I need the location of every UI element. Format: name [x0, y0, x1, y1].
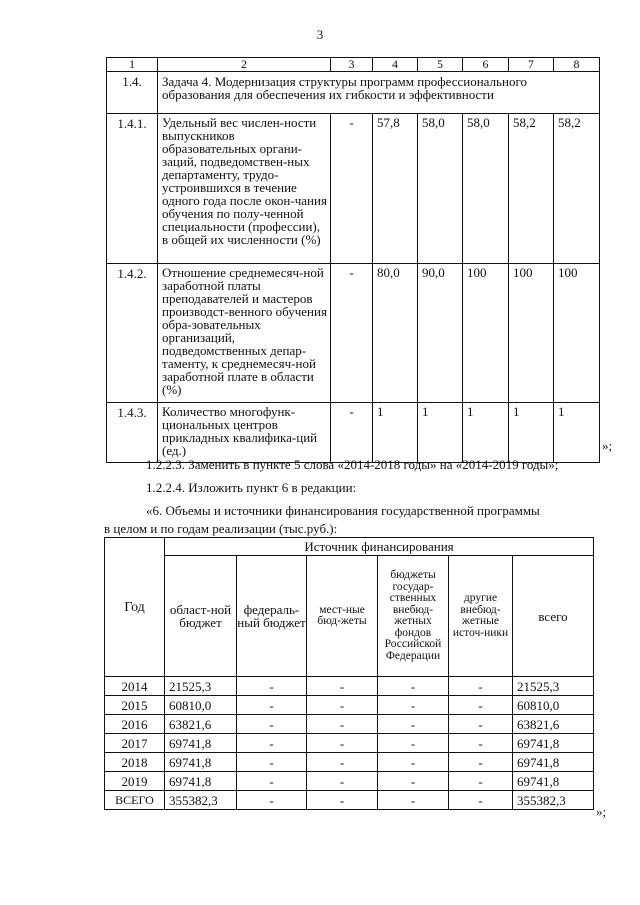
other-cell: - — [449, 715, 513, 734]
regional-cell: 63821,6 — [165, 715, 237, 734]
cell: 1 — [509, 403, 554, 463]
funds-cell: - — [378, 696, 449, 715]
table-row — [107, 403, 600, 463]
row-text: Количество многофунк-циональных центров прикладных квалифика-ций (ед.) — [158, 403, 331, 463]
year-cell: 2018 — [105, 753, 165, 772]
other-cell: - — [449, 753, 513, 772]
total-cell: 63821,6 — [513, 715, 594, 734]
cell: 90,0 — [418, 264, 463, 403]
cell: 58,2 — [509, 114, 554, 264]
year-cell: 2015 — [105, 696, 165, 715]
federal-cell: - — [237, 791, 307, 810]
total-cell: 69741,8 — [513, 772, 594, 791]
funds-cell: - — [378, 791, 449, 810]
table-row — [105, 677, 594, 696]
year-cell: 2016 — [105, 715, 165, 734]
financing-table — [104, 537, 594, 810]
cell: 1 — [418, 403, 463, 463]
federal-cell: - — [237, 772, 307, 791]
year-cell: 2014 — [105, 677, 165, 696]
col-header-funds: бюджеты государ-ственных внебюд-жетных фондов Российской Федерации — [378, 556, 449, 677]
col-header: 1 — [107, 58, 158, 72]
total-cell: 355382,3 — [513, 791, 594, 810]
regional-cell: 60810,0 — [165, 696, 237, 715]
year-cell: 2019 — [105, 772, 165, 791]
local-cell: - — [307, 696, 378, 715]
cell: 100 — [554, 264, 600, 403]
federal-cell: - — [237, 715, 307, 734]
year-cell: 2017 — [105, 734, 165, 753]
row-number: 1.4.1. — [107, 114, 158, 264]
federal-cell: - — [237, 753, 307, 772]
local-cell: - — [307, 772, 378, 791]
table-row — [105, 696, 594, 715]
col-header: 3 — [331, 58, 373, 72]
financing-subheader-row — [105, 556, 594, 677]
row-text: Удельный вес числен-ности выпускников образовательных органи-заций, подведомствен-ных департаменту, трудо-устроившихся в течение одного года после окон-чания обучения по полу-ченной специальности (профессии), в общей их численности (%) — [158, 114, 331, 264]
cell: - — [331, 403, 373, 463]
other-cell: - — [449, 677, 513, 696]
total-cell: 69741,8 — [513, 734, 594, 753]
funds-cell: - — [378, 772, 449, 791]
table1-closing-quote: »; — [602, 438, 613, 453]
local-cell: - — [307, 677, 378, 696]
other-cell: - — [449, 772, 513, 791]
page-number: 3 — [316, 27, 324, 42]
cell: 100 — [463, 264, 509, 403]
other-cell: - — [449, 791, 513, 810]
cell: 58,0 — [463, 114, 509, 264]
col-header: 8 — [554, 58, 600, 72]
paragraph-1-2-2-3: 1.2.2.3. Заменить в пункте 5 слова «2014-2018 годы» на «2014-2019 годы»; — [146, 457, 559, 472]
regional-cell: 69741,8 — [165, 734, 237, 753]
paragraph-6-line2: в целом и по годам реализации (тыс.руб.): — [104, 521, 338, 536]
local-cell: - — [307, 791, 378, 810]
table-row — [107, 264, 600, 403]
total-cell: 21525,3 — [513, 677, 594, 696]
col-header-other: другие внебюд-жетные источ-ники — [449, 556, 513, 677]
cell: 57,8 — [373, 114, 418, 264]
row-number: 1.4.3. — [107, 403, 158, 463]
regional-cell: 21525,3 — [165, 677, 237, 696]
funds-cell: - — [378, 734, 449, 753]
col-header: 5 — [418, 58, 463, 72]
col-header-federal: федераль-ный бюджет — [237, 556, 307, 677]
table-row — [107, 114, 600, 264]
local-cell: - — [307, 753, 378, 772]
year-cell: ВСЕГО — [105, 791, 165, 810]
federal-cell: - — [237, 696, 307, 715]
financing-header-row — [105, 538, 594, 556]
regional-cell: 69741,8 — [165, 772, 237, 791]
cell: 58,0 — [418, 114, 463, 264]
regional-cell: 69741,8 — [165, 753, 237, 772]
indicators-table — [106, 57, 600, 463]
table-row — [105, 772, 594, 791]
funds-cell: - — [378, 677, 449, 696]
funds-cell: - — [378, 715, 449, 734]
cell: 1 — [554, 403, 600, 463]
task-number: 1.4. — [107, 72, 158, 114]
table-row-total — [105, 791, 594, 810]
col-header: 2 — [158, 58, 331, 72]
funds-cell: - — [378, 753, 449, 772]
col-header-local: мест-ные бюд-жеты — [307, 556, 378, 677]
col-header: 7 — [509, 58, 554, 72]
cell: 80,0 — [373, 264, 418, 403]
cell: 1 — [373, 403, 418, 463]
year-header: Год — [105, 538, 165, 677]
source-title: Источник финансирования — [165, 538, 594, 556]
cell: 100 — [509, 264, 554, 403]
total-cell: 69741,8 — [513, 753, 594, 772]
total-cell: 60810,0 — [513, 696, 594, 715]
indicators-header-row — [107, 58, 600, 72]
local-cell: - — [307, 715, 378, 734]
col-header-total: всего — [513, 556, 594, 677]
other-cell: - — [449, 734, 513, 753]
table2-closing-quote: »; — [596, 804, 607, 819]
row-text: Отношение среднемесяч-ной заработной платы преподавателей и мастеров производст-венного обучения обра-зовательных организаций, подведомственных депар-таменту, к среднемесяч-ной заработной плате в области (%) — [158, 264, 331, 403]
task-row — [107, 72, 600, 114]
col-header: 6 — [463, 58, 509, 72]
cell: 1 — [463, 403, 509, 463]
cell: - — [331, 114, 373, 264]
regional-cell: 355382,3 — [165, 791, 237, 810]
local-cell: - — [307, 734, 378, 753]
task-text: Задача 4. Модернизация структуры программ профессионального образования для обеспечения их гибкости и эффективности — [158, 72, 600, 114]
cell: 58,2 — [554, 114, 600, 264]
table-row — [105, 753, 594, 772]
col-header-regional: област-ной бюджет — [165, 556, 237, 677]
other-cell: - — [449, 696, 513, 715]
cell: - — [331, 264, 373, 403]
paragraph-1-2-2-4: 1.2.2.4. Изложить пункт 6 в редакции: — [146, 480, 357, 495]
table-row — [105, 715, 594, 734]
federal-cell: - — [237, 734, 307, 753]
federal-cell: - — [237, 677, 307, 696]
paragraph-6-line1: «6. Объемы и источники финансирования государственной программы — [146, 503, 540, 518]
col-header: 4 — [373, 58, 418, 72]
row-number: 1.4.2. — [107, 264, 158, 403]
table-row — [105, 734, 594, 753]
